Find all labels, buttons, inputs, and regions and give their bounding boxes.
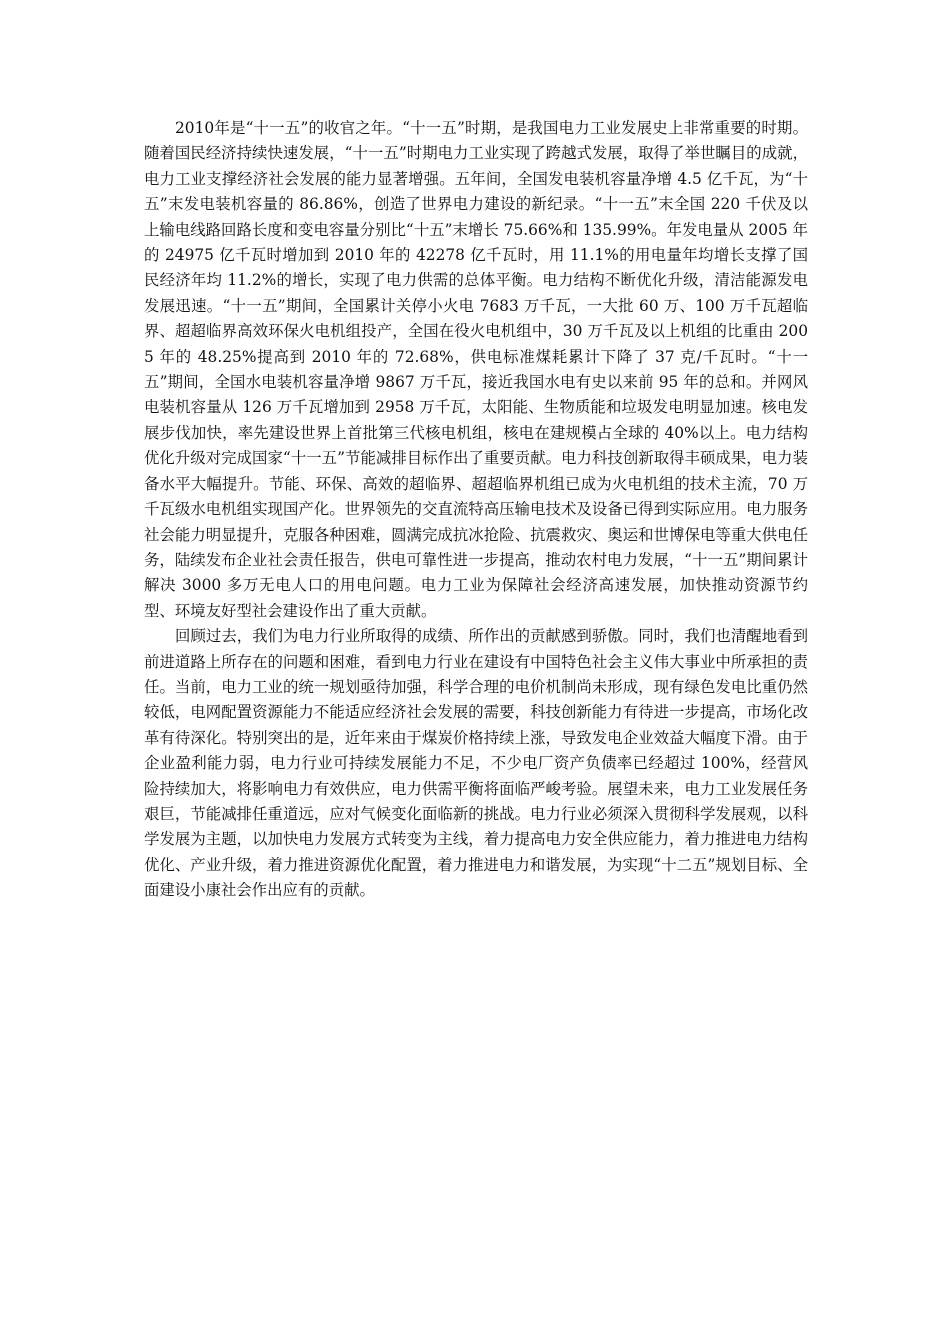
paragraph-review-and-outlook: 回顾过去，我们为电力行业所取得的成绩、所作出的贡献感到骄傲。同时，我们也清醒地看到前进道路上所存在的问题和困难，看到电力行业在建设有中国特色社会主义伟大事业中所承担的责任。当前，电力工业的统一规划亟待加强，科学合理的电价机制尚未形成，现有绿色发电比重仍然较低，电网配置资源能力不能适应经济社会发展的需要，科技创新能力有待进一步提高，市场化改革有待深化。特别突出的是，近年来由于煤炭价格持续上涨，导致发电企业效益大幅度下滑。由于企业盈利能力弱，电力行业可持续发展能力不足，不少电厂资产负债率已经超过 100%，经营风险持续加大，将影响电力有效供应，电力供需平衡将面临严峻考验。展望未来，电力工业发展任务艰巨，节能减排任重道远，应对气候变化面临新的挑战。电力行业必须深入贯彻科学发展观，以科学发展为主题，以加快电力发展方式转变为主线，着力提高电力安全供应能力，着力推进电力结构优化、产业升级，着力推进资源优化配置，着力推进电力和谐发展，为实现“十二五”规划目标、全面建设小康社会作出应有的贡献。 xyxy=(144,627,808,900)
document-body xyxy=(144,116,808,904)
paragraph-eleventh-five-year-achievements: 2010年是“十一五”的收官之年。“十一五”时期，是我国电力工业发展史上非常重要的时期。随着国民经济持续快速发展，“十一五”时期电力工业实现了跨越式发展，取得了举世瞩目的成就，电力工业支撑经济社会发展的能力显著增强。五年间，全国发电装机容量净增 4.5 亿千瓦，为“十五”末发电装机容量的 86.86%，创造了世界电力建设的新纪录。“十一五”末全国 220 千伏及以上输电线路回路长度和变电容量分别比“十五”末增长 75.66%和 135.99%。年发电量从 2005 年的 24975 亿千瓦时增加到 2010 年的 42278 亿千瓦时，用 11.1%的用电量年均增长支撑了国民经济年均 11.2%的增长，实现了电力供需的总体平衡。电力结构不断优化升级，清洁能源发电发展迅速。“十一五”期间，全国累计关停小火电 7683 万千瓦，一大批 60 万、100 万千瓦超临界、超超临界高效环保火电机组投产，全国在役火电机组中，30 万千瓦及以上机组的比重由 2005 年的 48.25%提高到 2010 年的 72.68%，供电标准煤耗累计下降了 37 克/千瓦时。“十一五”期间，全国水电装机容量净增 9867 万千瓦，接近我国水电有史以来前 95 年的总和。并网风电装机容量从 126 万千瓦增加到 2958 万千瓦，太阳能、生物质能和垃圾发电明显加速。核电发展步伐加快，率先建设世界上首批第三代核电机组，核电在建规模占全球的 40%以上。电力结构优化升级对完成国家“十一五”节能减排目标作出了重要贡献。电力科技创新取得丰硕成果，电力装备水平大幅提升。节能、环保、高效的超临界、超超临界机组已成为火电机组的技术主流，70 万千瓦级水电机组实现国产化。世界领先的交直流特高压输电技术及设备已得到实际应用。电力服务社会能力明显提升，克服各种困难，圆满完成抗冰抢险、抗震救灾、奥运和世博保电等重大供电任务，陆续发布企业社会责任报告，供电可靠性进一步提高，推动农村电力发展，“十一五”期间累计解决 3000 多万无电人口的用电问题。电力工业为保障社会经济高速发展，加快推动资源节约型、环境友好型社会建设作出了重大贡献。 xyxy=(144,119,808,620)
